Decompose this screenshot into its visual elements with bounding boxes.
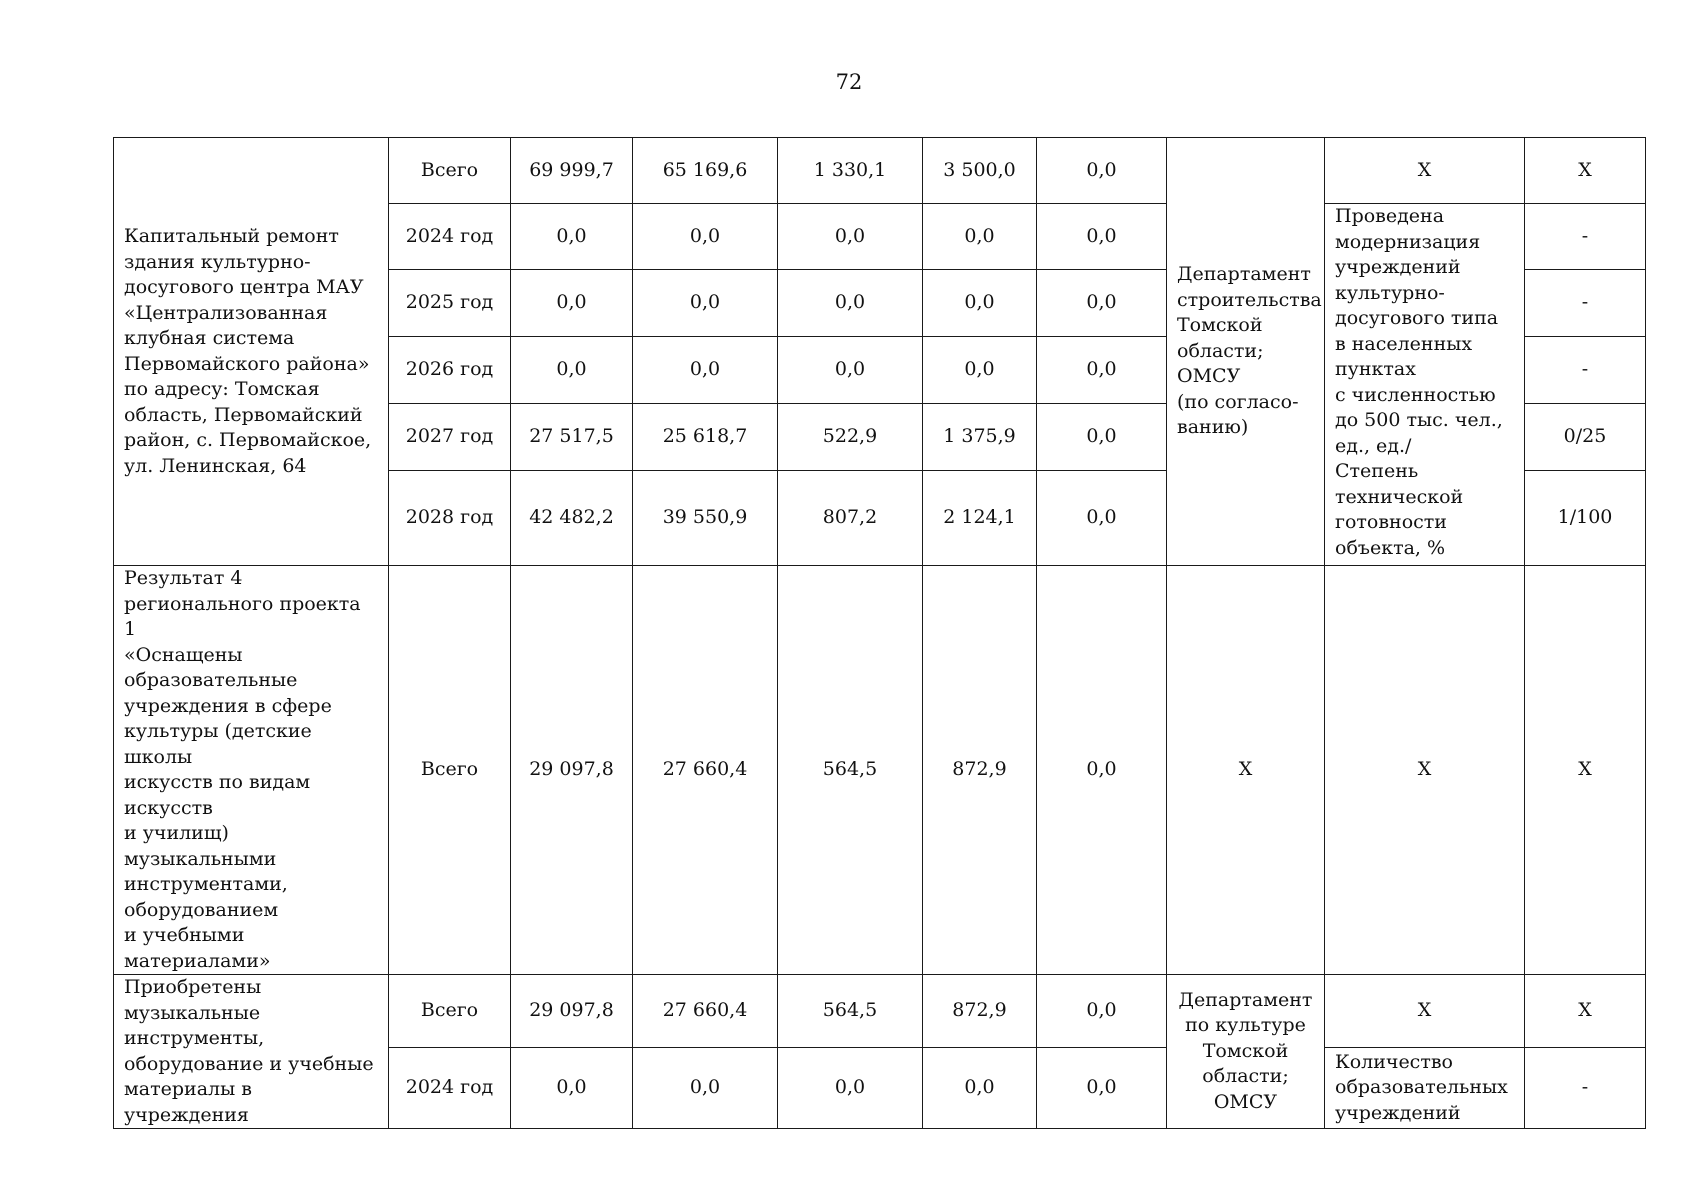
value-cell: 2 124,1 [923,471,1037,566]
value-cell: 1 330,1 [778,138,923,204]
indicator-cell: Х [1525,975,1646,1048]
value-cell: 3 500,0 [923,138,1037,204]
period-cell: Всего [389,566,511,975]
value-cell: 69 999,7 [511,138,633,204]
page-number: 72 [835,70,863,94]
indicator-cell: 1/100 [1525,471,1646,566]
value-cell: 0,0 [511,337,633,404]
value-cell: 0,0 [1037,404,1167,471]
value-cell: 0,0 [1037,337,1167,404]
value-cell: 0,0 [633,337,778,404]
period-cell: 2025 год [389,270,511,337]
indicator-cell: Х [1525,566,1646,975]
value-cell: 522,9 [778,404,923,471]
period-cell: 2026 год [389,337,511,404]
value-cell: 0,0 [923,270,1037,337]
budget-table [113,137,1646,1129]
value-cell: 0,0 [633,1047,778,1128]
result-cell: Х [1325,566,1525,975]
value-cell: 27 517,5 [511,404,633,471]
value-cell: 0,0 [778,270,923,337]
result-description-cell: Количество образовательных учреждений [1325,1047,1525,1128]
period-cell: 2024 год [389,1047,511,1128]
indicator-cell: - [1525,1047,1646,1128]
value-cell: 29 097,8 [511,566,633,975]
value-cell: 807,2 [778,471,923,566]
value-cell: 0,0 [1037,566,1167,975]
value-cell: 0,0 [633,204,778,270]
value-cell: 1 375,9 [923,404,1037,471]
value-cell: 0,0 [1037,204,1167,270]
result-name-cell: Результат 4 регионального проекта 1 «Оснащены образовательные учреждения в сфере культуры (детские школы искусств по видам искусств и училищ) музыкальными инструментами, оборудованием и учебными материалами» [114,566,389,975]
value-cell: 0,0 [778,1047,923,1128]
period-cell: 2024 год [389,204,511,270]
period-cell: 2027 год [389,404,511,471]
value-cell: 39 550,9 [633,471,778,566]
event-name-cell: Капитальный ремонт здания культурно- досугового центра МАУ «Централизованная клубная система Первомайского района» по адресу: Томская область, Первомайский район, с. Первомайское, ул. Ленинская, 64 [114,138,389,566]
executor-cell: Х [1167,566,1325,975]
result-cell: Х [1325,975,1525,1048]
value-cell: 564,5 [778,566,923,975]
period-cell: Всего [389,975,511,1048]
value-cell: 0,0 [923,1047,1037,1128]
value-cell: 0,0 [923,337,1037,404]
value-cell: 0,0 [633,270,778,337]
period-cell: 2028 год [389,471,511,566]
value-cell: 0,0 [1037,138,1167,204]
value-cell: 0,0 [511,204,633,270]
value-cell: 0,0 [1037,975,1167,1048]
value-cell: 872,9 [923,975,1037,1048]
indicator-cell: - [1525,204,1646,270]
value-cell: 0,0 [511,270,633,337]
result-cell: Х [1325,138,1525,204]
indicator-cell: 0/25 [1525,404,1646,471]
value-cell: 0,0 [511,1047,633,1128]
value-cell: 27 660,4 [633,975,778,1048]
value-cell: 25 618,7 [633,404,778,471]
value-cell: 42 482,2 [511,471,633,566]
executor-cell: Департамент строительства Томской области; ОМСУ (по согласо- ванию) [1167,138,1325,566]
value-cell: 0,0 [778,337,923,404]
value-cell: 65 169,6 [633,138,778,204]
value-cell: 872,9 [923,566,1037,975]
indicator-cell: - [1525,270,1646,337]
value-cell: 29 097,8 [511,975,633,1048]
value-cell: 564,5 [778,975,923,1048]
value-cell: 0,0 [1037,270,1167,337]
table-row [114,566,1646,975]
value-cell: 0,0 [778,204,923,270]
table-row [114,138,1646,204]
value-cell: 0,0 [1037,1047,1167,1128]
result-description-cell: Проведена модернизация учреждений культурно- досугового типа в населенных пунктах с численностью до 500 тыс. чел., ед., ед./ Степень технической готовности объекта, % [1325,204,1525,566]
period-cell: Всего [389,138,511,204]
table-row [114,975,1646,1048]
value-cell: 27 660,4 [633,566,778,975]
indicator-cell: - [1525,337,1646,404]
executor-cell: Департамент по культуре Томской области; ОМСУ [1167,975,1325,1129]
value-cell: 0,0 [923,204,1037,270]
value-cell: 0,0 [1037,471,1167,566]
event-name-cell: Приобретены музыкальные инструменты, оборудование и учебные материалы в учреждения [114,975,389,1129]
indicator-cell: Х [1525,138,1646,204]
